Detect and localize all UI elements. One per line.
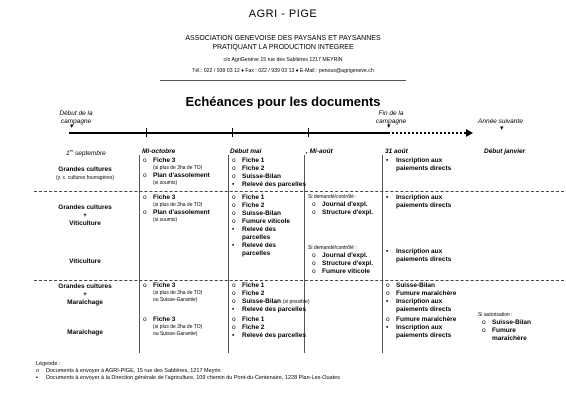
cell-mar-31-aout: o Fumure maraîchère ▪ Inscription aux paiements directs <box>386 316 457 339</box>
row-label-maraichage: Maraîchage <box>67 329 103 336</box>
association-line-2: PRATIQUANT LA PRODUCTION INTEGREE <box>212 44 354 51</box>
cell-vit-31-aout: ▪ Inscription aux paiements directs <box>386 248 452 263</box>
timeline-end-label-1: Fin de la <box>378 110 404 117</box>
timeline-start-label-1: Début de la <box>59 110 93 117</box>
cell-gcv-debut-mai: o Fiche 1 o Fiche 2 o Suisse-Bilan o Fumure viticole ▪ Relevé des parcelles ▪ Relevé des parcelles <box>232 194 291 257</box>
row-subtitle: (y. c. cultures fourragères) <box>56 175 114 181</box>
row-title: Maraîchage <box>67 299 103 306</box>
legend-title: Légende : <box>36 361 61 367</box>
vertical-divider <box>382 155 383 353</box>
row-label-grandes-cultures <box>30 166 140 182</box>
page-title: Echéances pour les documents <box>185 94 381 109</box>
cell-mar-debut-mai: o Fiche 1 o Fiche 2 ▪ Relevé des parcelles <box>232 316 306 339</box>
cell-mar-debut-janvier: Si autorisation : o Suisse-Bilan o Fumure maraîchère <box>478 312 532 342</box>
association-line-1: ASSOCIATION GENEVOISE DES PAYSANS ET PAYSANNES <box>185 35 381 42</box>
row-title: Grandes cultures <box>58 283 112 290</box>
legend-item-dga: ▪ Documents à envoyer à la Direction générale de l'agriculture, 109 chemin du Pont-du-Centenaire, 1228 Plan-Les-Ouates <box>36 375 340 381</box>
timeline-tick-mi-aout <box>308 128 309 137</box>
timeline-line <box>69 132 390 134</box>
col-header-debut-janvier: Début janvier <box>484 148 526 155</box>
timeline-dotted-line <box>392 132 466 134</box>
cell-gcm-31-aout: o Suisse-Bilan o Fumure maraîchère ▪ Inscription aux paiements directs <box>386 282 457 313</box>
row-title: Viticulture <box>69 220 101 227</box>
timeline-next-label: Année suivante <box>478 118 523 125</box>
timeline-start-marker: ▾ <box>70 123 74 130</box>
header-divider <box>160 80 406 81</box>
cell-gc-debut-mai: o Fiche 1 o Fiche 2 o Suisse-Bilan ▪ Relevé des parcelles <box>232 157 306 188</box>
timeline-next-marker: ▾ <box>500 125 504 132</box>
timeline-tick-debut-mai <box>232 128 233 137</box>
cell-gcv-31-aout: ▪ Inscription aux paiements directs <box>386 194 452 209</box>
timeline-tick-mi-octobre <box>146 128 147 137</box>
row-label-grandes-cultures-maraichage <box>30 283 140 307</box>
row-divider <box>34 280 564 281</box>
row-label-viticulture: Viticulture <box>69 258 101 265</box>
vertical-divider <box>228 155 229 353</box>
cell-gc-mi-octobre: o Fiche 3 (si plus de 3ha de TO) o Plan d'assolement (si soumis) <box>143 157 210 186</box>
cell-gcv-mi-aout: Si demandé/contrôlé : o Journal d'expl. o Structure d'expl. <box>308 194 374 216</box>
col-header-debut-mai: Début mai <box>230 148 262 155</box>
row-title: Grandes cultures <box>58 166 112 173</box>
association-name <box>0 34 566 52</box>
cell-gcv-mi-octobre: o Fiche 3 (si plus de 3ha de TO) o Plan d'assolement (si soumis) <box>143 194 210 223</box>
timeline-arrow <box>466 129 473 137</box>
timeline-end-label <box>371 110 411 126</box>
legend-item-agri-pige: o Documents à envoyer à AGRI-PIGE, 15 rue des Sablières, 1217 Meyrin <box>36 368 221 374</box>
row-label-grandes-cultures-viticulture <box>30 204 140 228</box>
row-plus: + <box>83 212 87 219</box>
col-header-31-aout: 31 août <box>385 148 408 155</box>
row-plus: + <box>83 291 87 298</box>
legend <box>36 361 340 382</box>
cell-gc-31-aout: ▪ Inscription aux paiements directs <box>386 157 452 172</box>
timeline-start-label <box>56 110 96 126</box>
org-name: AGRI - PIGE <box>248 8 318 20</box>
timeline-start-label-2: campagne <box>60 118 92 125</box>
cell-gcm-debut-mai: o Fiche 1 o Fiche 2 o Suisse-Bilan (si possible) ▪ Relevé des parcelles <box>232 282 310 313</box>
cell-vit-mi-aout: Si demandé/contrôlé : o Journal d'expl. o Structure d'expl. o Fumure viticole <box>308 245 374 275</box>
contact-info: Tél.: 022 / 939 03 12 ♦ Fax : 022 / 939 03 13 ♦ E-Mail : penoux@agrigeneve.ch <box>192 68 374 74</box>
address: c/o AgriGenève 15 rue des Sablières 1217 MEYRIN <box>223 57 343 63</box>
cell-mar-mi-octobre: o Fiche 3 (si plus de 3ha de TO) ou Suisse-Garantie) <box>143 316 203 337</box>
vertical-divider <box>139 155 140 353</box>
row-title: Grandes cultures <box>58 204 112 211</box>
col-header-mi-aout: , Mi-août <box>306 148 333 155</box>
row-divider <box>34 191 564 192</box>
col-header-1er-septembre: 1er septembre <box>66 148 106 158</box>
cell-gcm-mi-octobre: o Fiche 3 (si plus de 3ha de TO) ou Suisse-Garantie) <box>143 282 203 303</box>
timeline-end-marker: ▾ <box>387 123 391 130</box>
col-header-mi-octobre: Mi-octobre <box>142 148 176 155</box>
timeline-end-label-2: campagne <box>375 118 407 125</box>
